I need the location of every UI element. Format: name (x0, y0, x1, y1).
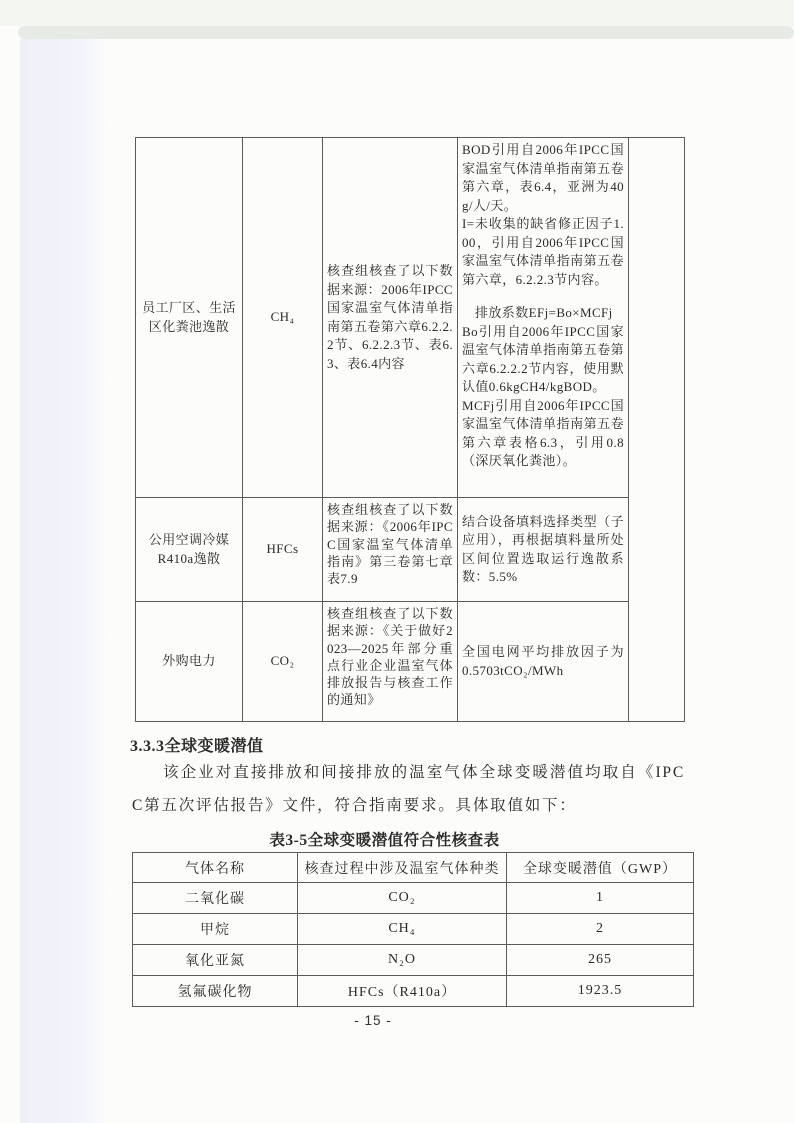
emission-source-verification-table (135, 137, 685, 722)
scan-edge-top (18, 26, 794, 39)
data-source-cell: 核查组核查了以下数据来源：2006年IPCC国家温室气体清单指南第五卷第六章6.2.2.2节、6.2.2.3节、表6.3、表6.4内容 (323, 138, 458, 498)
remark-paragraph: I=未收集的缺省修正因子1.00，引用自2006年IPCC国家温室气体清单指南第五卷第六章，6.2.2.3节内容。 (462, 216, 624, 287)
remarks-cell: 全国电网平均排放因子为0.5703tCO₂/MWh (458, 602, 629, 721)
gwp-header-gwp-value: 全球变暖潜值（GWP） (507, 853, 694, 883)
gwp-value: 1 (507, 883, 694, 914)
section-paragraph: 该企业对直接排放和间接排放的温室气体全球变暖潜值均取自《IPCC第五次评估报告》文件，符合指南要求。具体取值如下： (132, 764, 685, 814)
gwp-gas-formula: N₂O (298, 945, 507, 976)
section-heading: 3.3.3全球变暖潜值 (130, 738, 264, 755)
gas-cell: HFCs (243, 498, 323, 602)
gwp-header-gas-name: 气体名称 (133, 853, 298, 883)
gwp-table-row (133, 883, 694, 914)
gwp-table-row (133, 945, 694, 976)
source-cell: 员工厂区、生活区化粪池逸散 (136, 138, 243, 498)
gwp-gas-name: 甲烷 (133, 914, 298, 945)
empty-continuation-column (629, 138, 684, 721)
gwp-value: 265 (507, 945, 694, 976)
remark-paragraph: Bo引用自2006年IPCC国家温室气体清单指南第五卷第六章6.2.2.2节内容，使用默认值0.6kgCH4/kgBOD。 (462, 323, 624, 394)
gwp-value: 2 (507, 914, 694, 945)
gwp-table-row (133, 976, 694, 1007)
gwp-gas-name: 氢氟碳化物 (133, 976, 298, 1007)
scan-edge-left (20, 39, 108, 1123)
gwp-gas-name: 氧化亚氮 (133, 945, 298, 976)
gwp-table-header-row (133, 853, 694, 883)
gwp-gas-name: 二氧化碳 (133, 883, 298, 914)
data-source-cell: 核查组核查了以下数据来源：《2006年IPCC国家温室气体清单指南》第三卷第七章表7.9 (323, 498, 458, 602)
remarks-cell (458, 138, 629, 498)
emission-factor-formula: 排放系数EFj=Bo×MCFj (475, 305, 613, 320)
gas-cell: CO₂ (243, 602, 323, 721)
remark-paragraph: MCFj引用自2006年IPCC国家温室气体清单指南第五卷第六章表格6.3，引用0.8（深厌氧化粪池）。 (462, 397, 624, 468)
gas-cell: CH₄ (243, 138, 323, 498)
remarks-cell: 结合设备填料选择类型（子应用），再根据填料量所处区间位置选取运行逸散系数：5.5% (458, 498, 629, 602)
gwp-gas-formula: CH₄ (298, 914, 507, 945)
gwp-gas-formula: CO₂ (298, 883, 507, 914)
gwp-table-title: 表3-5全球变暖潜值符合性核查表 (269, 832, 500, 849)
remark-paragraph: BOD引用自2006年IPCC国家温室气体清单指南第五卷第六章，表6.4，亚洲为40g/人/天。 (462, 142, 624, 213)
gwp-table-row (133, 914, 694, 945)
data-source-cell: 核查组核查了以下数据来源：《关于做好2023—2025年部分重点行业企业温室气体排放报告与核查工作的通知》 (323, 602, 458, 721)
gwp-header-gas-type: 核查过程中涉及温室气体种类 (298, 853, 507, 883)
scan-edge-top-white (0, 0, 794, 26)
page-number: - 15 - (354, 1013, 392, 1028)
source-cell: 公用空调冷媒R410a逸散 (136, 498, 243, 602)
source-cell: 外购电力 (136, 602, 243, 721)
gwp-value: 1923.5 (507, 976, 694, 1007)
gwp-gas-formula: HFCs（R410a） (298, 976, 507, 1007)
gwp-table (132, 852, 694, 1007)
